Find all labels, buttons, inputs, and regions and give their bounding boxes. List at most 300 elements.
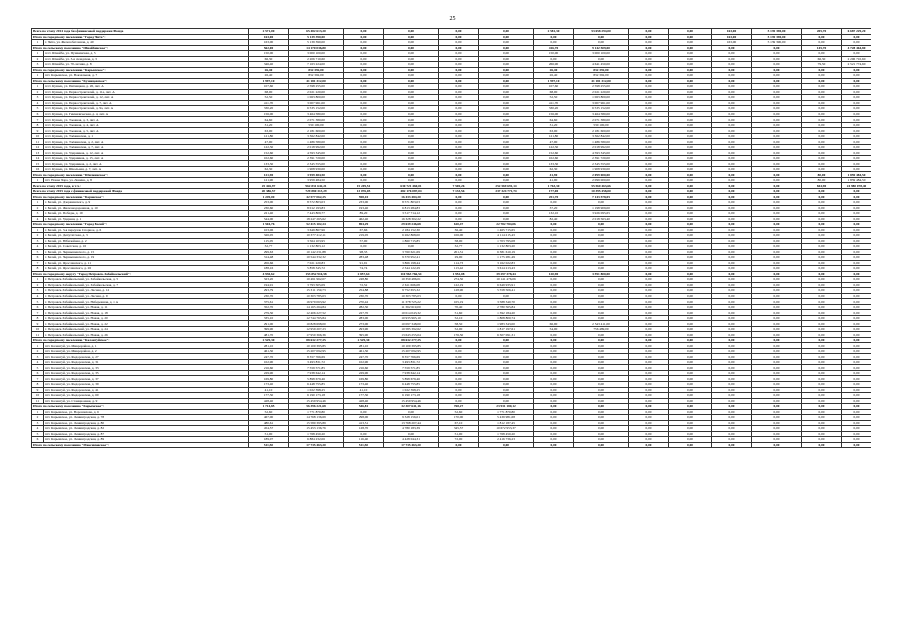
value-cell: 0,00: [802, 426, 842, 432]
value-cell: 7 938 642,14: [289, 370, 344, 376]
value-cell: 0,00: [344, 78, 384, 84]
value-cell: 0,00: [629, 420, 669, 426]
row-number: 6: [32, 255, 44, 261]
value-cell: 0,00: [439, 177, 479, 183]
value-cell: 0,00: [752, 387, 802, 393]
value-cell: 894,29: [344, 222, 384, 228]
value-cell: 0,00: [534, 40, 574, 46]
row-number: 14: [32, 155, 44, 161]
value-cell: 67,66: [344, 227, 384, 233]
value-cell: 16 433 484,20: [384, 194, 439, 200]
value-cell: 230,70: [344, 293, 384, 299]
value-cell: 0,00: [752, 431, 802, 437]
address-cell: п/ст. Шнайба, ул. 70-летняя, д. 8: [44, 62, 249, 68]
value-cell: 0,00: [574, 420, 629, 426]
value-cell: 273,00: [344, 321, 384, 327]
value-cell: 0,00: [669, 293, 712, 299]
value-cell: 0,00: [479, 45, 534, 51]
value-cell: 0,00: [752, 89, 802, 95]
address-cell: пгт. Калангуй, ул. Микрорайон, д. 2: [44, 348, 249, 354]
value-cell: 0,00: [842, 144, 872, 150]
value-cell: 0,00: [384, 133, 439, 139]
value-cell: 0,00: [669, 299, 712, 305]
value-cell: 0,00: [669, 34, 712, 40]
value-cell: 0,00: [802, 370, 842, 376]
value-cell: 156,00: [534, 111, 574, 117]
value-cell: 4 428 044,31: [384, 437, 439, 443]
value-cell: 0,00: [629, 100, 669, 106]
value-cell: 0,00: [439, 122, 479, 128]
value-cell: 0,00: [802, 34, 842, 40]
value-cell: 26,40: [534, 67, 574, 73]
value-cell: 0,00: [712, 348, 752, 354]
value-cell: 22 782 784,06: [479, 222, 534, 228]
value-cell: 314,48: [249, 255, 289, 261]
value-cell: 0,00: [669, 321, 712, 327]
value-cell: 152,60: [534, 150, 574, 156]
value-cell: 0,00: [752, 437, 802, 443]
value-cell: 511,50: [249, 442, 289, 448]
value-cell: 0,00: [802, 233, 842, 239]
value-cell: 0,00: [842, 260, 872, 266]
value-cell: 0,00: [344, 150, 384, 156]
value-cell: 0,00: [669, 315, 712, 321]
value-cell: 152,60: [249, 150, 289, 156]
value-cell: 480,61: [249, 420, 289, 426]
value-cell: 0,00: [669, 288, 712, 294]
value-cell: 0,00: [629, 387, 669, 393]
address-cell: п/ст. Кузнец, ул. Гимназическая, д. 4, лит. А: [44, 111, 249, 117]
value-cell: 0,00: [669, 183, 712, 189]
value-cell: 0,00: [669, 56, 712, 62]
value-cell: 0,00: [479, 62, 534, 68]
value-cell: 0,00: [344, 139, 384, 145]
value-cell: 0,00: [439, 45, 479, 51]
value-cell: 0,00: [802, 404, 842, 410]
value-cell: 0,00: [802, 78, 842, 84]
value-cell: 0,00: [479, 67, 534, 73]
value-cell: 0,00: [384, 67, 439, 73]
row-number: 1: [32, 343, 44, 349]
row-number: 1: [32, 277, 44, 283]
value-cell: 0,00: [802, 304, 842, 310]
value-cell: 0,00: [439, 161, 479, 167]
value-cell: 0,00: [344, 40, 384, 46]
row-number: 10: [32, 133, 44, 139]
value-cell: 0,00: [842, 150, 872, 156]
value-cell: 14 768 136,69: [289, 415, 344, 421]
value-cell: 14 170 036,80: [289, 45, 344, 51]
value-cell: 0,00: [752, 266, 802, 272]
value-cell: 3 649 867,96: [289, 227, 344, 233]
value-cell: 163,00: [249, 40, 289, 46]
value-cell: 0,00: [574, 343, 629, 349]
value-cell: 461,30: [344, 348, 384, 354]
value-cell: 298,00: [344, 415, 384, 421]
value-cell: 2 018 992,00: [574, 144, 629, 150]
value-cell: 1 198 909,00: [574, 205, 629, 211]
value-cell: 0,00: [534, 365, 574, 371]
subtotal-label: Итого по городскому округу "Город Петровск-Забайкальский":: [32, 271, 249, 277]
value-cell: 0,00: [669, 45, 712, 51]
value-cell: 0,00: [802, 95, 842, 101]
value-cell: 72,52: [344, 282, 384, 288]
value-cell: 0,00: [669, 150, 712, 156]
value-cell: 0,00: [802, 293, 842, 299]
value-cell: 2 391 720,00: [574, 155, 629, 161]
value-cell: 8 571 803,03: [384, 199, 439, 205]
value-cell: 0,00: [574, 222, 629, 228]
value-cell: 299,63: [249, 249, 289, 255]
value-cell: 5 898 679,46: [289, 376, 344, 382]
value-cell: 0,00: [802, 398, 842, 404]
value-cell: 0,00: [629, 359, 669, 365]
value-cell: 0,00: [752, 95, 802, 101]
value-cell: 72,00: [439, 437, 479, 443]
value-cell: 0,00: [629, 78, 669, 84]
value-cell: 0,00: [439, 293, 479, 299]
address-cell: пгт. Карымское, ул. Ворошилова, д. 6: [44, 409, 249, 415]
value-cell: 0,00: [842, 409, 872, 415]
value-cell: 205,70: [802, 29, 842, 35]
value-cell: 0,00: [842, 382, 872, 388]
value-cell: 0,00: [842, 343, 872, 349]
value-cell: 2 857,64: [344, 271, 384, 277]
value-cell: 0,00: [752, 161, 802, 167]
value-cell: 7 443 809,77: [289, 211, 344, 217]
value-cell: 0,00: [842, 244, 872, 250]
value-cell: 0,00: [752, 293, 802, 299]
value-cell: 2 521 774,60: [842, 62, 872, 68]
value-cell: 0,00: [712, 89, 752, 95]
value-cell: 0,00: [712, 172, 752, 178]
value-cell: 413,51: [344, 420, 384, 426]
value-cell: 0,00: [802, 211, 842, 217]
value-cell: 0,00: [629, 199, 669, 205]
address-cell: г. Петровск-Забайкальский, ул. Лесная, д. 12: [44, 288, 249, 294]
value-cell: 0,00: [669, 139, 712, 145]
value-cell: 0,00: [669, 304, 712, 310]
row-number: 12: [32, 144, 44, 150]
value-cell: 0,00: [344, 409, 384, 415]
row-number: 6: [32, 437, 44, 443]
value-cell: 0,00: [669, 387, 712, 393]
address-cell: п/ст. Шнайба, ул. 3-я складская, д. 3: [44, 56, 249, 62]
value-cell: 0,00: [802, 222, 842, 228]
value-cell: 10 395 458,00: [574, 188, 629, 194]
value-cell: 4 593 345,00: [574, 150, 629, 156]
row-number: 1: [32, 409, 44, 415]
value-cell: 0,00: [534, 376, 574, 382]
value-cell: 4 728 464,80: [842, 45, 872, 51]
value-cell: 0,00: [842, 211, 872, 217]
value-cell: 0,00: [802, 194, 842, 200]
value-cell: 0,00: [669, 310, 712, 316]
value-cell: 0,00: [574, 277, 629, 283]
value-cell: 2 099 000,00: [574, 172, 629, 178]
subtotal-label: Итого по сельскому поселению "Карымское":: [32, 404, 249, 410]
value-cell: 0,00: [712, 277, 752, 283]
value-cell: 0,00: [384, 89, 439, 95]
value-cell: 0,00: [629, 244, 669, 250]
value-cell: 0,00: [384, 84, 439, 90]
value-cell: 0,00: [752, 106, 802, 112]
value-cell: 0,00: [344, 29, 384, 35]
value-cell: 0,00: [712, 78, 752, 84]
value-cell: 6 190 173,18: [289, 393, 344, 399]
value-cell: 3 007 961,00: [574, 100, 629, 106]
value-cell: 0,00: [534, 315, 574, 321]
value-cell: 0,00: [479, 34, 534, 40]
value-cell: 0,00: [479, 293, 534, 299]
value-cell: 0,00: [534, 222, 574, 228]
value-cell: 0,00: [842, 293, 872, 299]
row-number: 4: [32, 359, 44, 365]
value-cell: 0,00: [712, 51, 752, 57]
value-cell: 0,00: [479, 172, 534, 178]
value-cell: 3 959 484,50: [289, 177, 344, 183]
value-cell: 0,00: [439, 382, 479, 388]
value-cell: 0,00: [712, 62, 752, 68]
value-cell: 0,00: [439, 139, 479, 145]
value-cell: 0,00: [712, 288, 752, 294]
value-cell: 5 139 390,00: [752, 29, 802, 35]
value-cell: 0,00: [479, 161, 534, 167]
value-cell: 0,00: [479, 343, 534, 349]
value-cell: 251,70: [534, 194, 574, 200]
value-cell: 0,00: [574, 266, 629, 272]
value-cell: 57,00: [344, 238, 384, 244]
value-cell: 0,00: [344, 51, 384, 57]
value-cell: 0,00: [752, 227, 802, 233]
value-cell: 0,00: [344, 111, 384, 117]
value-cell: 0,00: [439, 343, 479, 349]
value-cell: 0,00: [669, 260, 712, 266]
value-cell: 0,00: [479, 359, 534, 365]
value-cell: 0,00: [842, 67, 872, 73]
value-cell: 0,00: [344, 128, 384, 134]
value-cell: 3 362 842,00: [574, 133, 629, 139]
address-cell: п/ст. Кузнец, ул. Первостроителей, д. 12, лит. А: [44, 95, 249, 101]
value-cell: 1 022 398,25: [384, 387, 439, 393]
value-cell: 0,00: [669, 155, 712, 161]
value-cell: 0,00: [802, 354, 842, 360]
value-cell: 114,73: [439, 260, 479, 266]
value-cell: 52,60: [249, 409, 289, 415]
value-cell: 2 581,30: [534, 29, 574, 35]
value-cell: 0,00: [752, 409, 802, 415]
value-cell: 0,00: [439, 370, 479, 376]
value-cell: 2 345 555,00: [289, 161, 344, 167]
address-cell: п/ст. Кузнец, ул. Первостроителей, д. 7, лит. А: [44, 100, 249, 106]
value-cell: 0,00: [479, 205, 534, 211]
value-cell: 0,00: [439, 199, 479, 205]
value-cell: 0,00: [802, 343, 842, 349]
address-cell: пгт. Калангуй, ул. Станционная, д. 9: [44, 398, 249, 404]
value-cell: 0,00: [439, 166, 479, 172]
row-number: 6: [32, 304, 44, 310]
value-cell: 163,00: [712, 40, 752, 46]
value-cell: 0,00: [629, 299, 669, 305]
value-cell: 0,00: [534, 442, 574, 448]
value-cell: 106,00: [439, 233, 479, 239]
subtotal-label: Итого по городскому поселению "Баранское":: [32, 194, 249, 200]
value-cell: 216,60: [249, 365, 289, 371]
value-cell: 188,16: [249, 266, 289, 272]
value-cell: 0,00: [574, 337, 629, 343]
value-cell: 80,00: [802, 172, 842, 178]
value-cell: 0,00: [752, 128, 802, 134]
value-cell: 163,00: [249, 34, 289, 40]
value-cell: 53 658 294,00: [574, 29, 629, 35]
value-cell: 0,00: [842, 404, 872, 410]
value-cell: 0,00: [534, 277, 574, 283]
value-cell: 0,00: [479, 211, 534, 217]
value-cell: 0,00: [629, 95, 669, 101]
value-cell: 0,00: [439, 144, 479, 150]
value-cell: 0,00: [752, 188, 802, 194]
value-cell: 120,90: [534, 271, 574, 277]
value-cell: 0,00: [802, 89, 842, 95]
value-cell: 0,00: [842, 89, 872, 95]
value-cell: 0,00: [842, 365, 872, 371]
value-cell: 0,00: [439, 354, 479, 360]
address-cell: г. Петровск-Забайкальский, ул. Новая, д. 11: [44, 304, 249, 310]
value-cell: 0,00: [574, 56, 629, 62]
value-cell: 352,70: [249, 304, 289, 310]
value-cell: 0,00: [574, 365, 629, 371]
address-cell: г. Петровск-Забайкальский, ул. Новая, д. 20: [44, 315, 249, 321]
value-cell: 0,00: [384, 95, 439, 101]
value-cell: 0,00: [802, 415, 842, 421]
value-cell: 0,00: [439, 172, 479, 178]
value-cell: 10 828 698,00: [289, 321, 344, 327]
value-cell: 0,00: [629, 277, 669, 283]
value-cell: 0,00: [439, 100, 479, 106]
value-cell: 0,00: [802, 133, 842, 139]
value-cell: 194,91: [249, 282, 289, 288]
value-cell: 416,70: [534, 45, 574, 51]
value-cell: 0,00: [802, 376, 842, 382]
subtotal-label: Всего по этапу 2014 года без финансовой поддержки Фонда: [32, 29, 249, 35]
page-number: 25: [449, 16, 456, 22]
row-number: 1: [32, 177, 44, 183]
value-cell: 0,00: [669, 111, 712, 117]
value-cell: 6 190 173,18: [384, 393, 439, 399]
value-cell: 0,00: [629, 40, 669, 46]
value-cell: 0,00: [669, 244, 712, 250]
value-cell: 279,30: [249, 310, 289, 316]
value-cell: 0,00: [344, 117, 384, 123]
value-cell: 0,00: [629, 117, 669, 123]
value-cell: 229,90: [249, 370, 289, 376]
value-cell: 0,00: [384, 56, 439, 62]
value-cell: 0,00: [629, 211, 669, 217]
value-cell: 0,00: [629, 304, 669, 310]
value-cell: 1 022 398,25: [289, 387, 344, 393]
value-cell: 3 614 213,43: [479, 266, 534, 272]
value-cell: 0,00: [752, 255, 802, 261]
value-cell: 0,00: [752, 442, 802, 448]
value-cell: 0,00: [574, 227, 629, 233]
value-cell: 0,00: [344, 133, 384, 139]
value-cell: 0,00: [629, 122, 669, 128]
value-cell: 0,00: [629, 393, 669, 399]
value-cell: 52,10: [439, 315, 479, 321]
value-cell: 89,20: [344, 211, 384, 217]
row-number: 16: [32, 166, 44, 172]
value-cell: 0,00: [629, 205, 669, 211]
value-cell: 0,00: [712, 222, 752, 228]
row-number: 8: [32, 382, 44, 388]
value-cell: 0,00: [629, 431, 669, 437]
value-cell: 0,00: [574, 299, 629, 305]
row-number: 1: [32, 84, 44, 90]
value-cell: 0,00: [534, 249, 574, 255]
value-cell: 3 493 831,72: [289, 359, 344, 365]
value-cell: 0,00: [479, 117, 534, 123]
value-cell: 0,00: [712, 233, 752, 239]
value-cell: 0,00: [479, 128, 534, 134]
value-cell: 1 983 343,00: [479, 321, 534, 327]
value-cell: 0,00: [752, 260, 802, 266]
row-number: 11: [32, 398, 44, 404]
value-cell: 0,00: [752, 56, 802, 62]
value-cell: 0,00: [712, 244, 752, 250]
value-cell: 0,00: [384, 117, 439, 123]
value-cell: 15 453 136,76: [289, 426, 344, 432]
value-cell: 0,00: [479, 106, 534, 112]
value-cell: 0,00: [439, 155, 479, 161]
value-cell: 10 935 965,10: [384, 315, 439, 321]
value-cell: 0,00: [479, 216, 534, 222]
value-cell: 102,90: [249, 359, 289, 365]
value-cell: 0,00: [752, 332, 802, 338]
row-number: 5: [32, 249, 44, 255]
value-cell: 122,19: [439, 282, 479, 288]
value-cell: 62,30: [534, 166, 574, 172]
value-cell: 0,00: [752, 172, 802, 178]
address-cell: г. Балей, ул. Чернышевского, д. 19: [44, 255, 249, 261]
value-cell: 122,30: [534, 144, 574, 150]
value-cell: 29,00: [439, 255, 479, 261]
value-cell: 0,00: [344, 106, 384, 112]
value-cell: 0,00: [752, 315, 802, 321]
value-cell: 428,40: [344, 398, 384, 404]
value-cell: 0,00: [574, 376, 629, 382]
value-cell: 411,70: [534, 100, 574, 106]
value-cell: 0,00: [574, 431, 629, 437]
value-cell: 1 952,08: [439, 271, 479, 277]
value-cell: 3 926 095,65: [574, 211, 629, 217]
value-cell: 121,90: [249, 177, 289, 183]
value-cell: 0,00: [712, 205, 752, 211]
value-cell: 1 908 930,00: [574, 166, 629, 172]
subtotal-label: Итого по городскому поселению "Город Чита":: [32, 34, 249, 40]
value-cell: 2 598 255,00: [289, 84, 344, 90]
value-cell: 206,66: [249, 260, 289, 266]
value-cell: 0,00: [574, 426, 629, 432]
value-cell: 0,00: [802, 128, 842, 134]
value-cell: 546,81: [344, 404, 384, 410]
row-number: 4: [32, 293, 44, 299]
value-cell: 1 859 484,50: [842, 172, 872, 178]
row-number: 5: [32, 431, 44, 437]
row-number: 7: [32, 376, 44, 382]
subtotal-label: Итого по городскому поселению "Карымское":: [32, 67, 249, 73]
value-cell: 10 141 476,06: [479, 277, 534, 283]
address-cell: п/ст. Кузнец, ул. Первостроителей, д. 11а, лит. А: [44, 89, 249, 95]
